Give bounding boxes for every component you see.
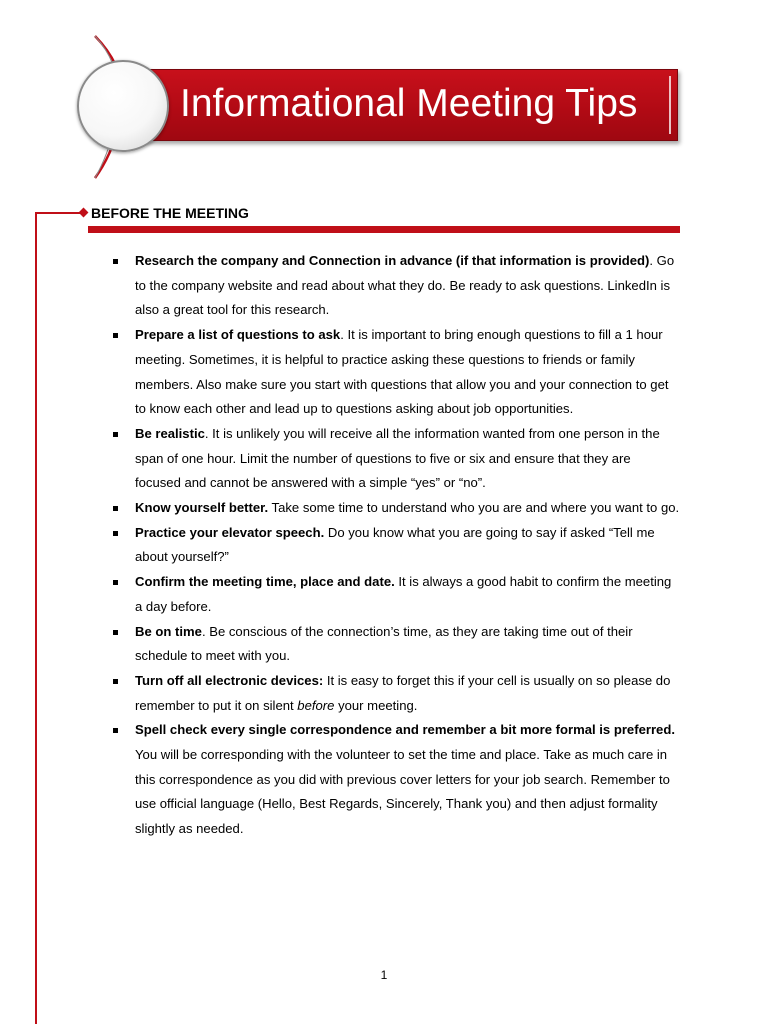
tip-lead: Confirm the meeting time, place and date.: [135, 574, 395, 590]
tip-lead: Spell check every single correspondence and remember a bit more formal is preferred.: [135, 722, 675, 738]
list-item: [0, 496, 680, 521]
tip-lead: Prepare a list of questions to ask: [135, 327, 341, 343]
title-circle-ornament: [77, 60, 169, 152]
tip-body: Do you know what you are going to say if asked “Tell me about yourself?”: [135, 524, 655, 565]
tip-lead: Know yourself better.: [135, 500, 269, 516]
list-item: [0, 323, 680, 422]
tip-body: You will be corresponding with the volunteer to set the time and place. Take as much care in this correspondence as you did with previous cover letters for your job search. Remember to use official language (Hello, Best Regards, Sincerely, Thank you) and then adjust formality slightly as needed.: [135, 747, 670, 837]
tip-lead: Be realistic: [135, 425, 205, 441]
list-item: [0, 620, 680, 669]
page-number: 1: [380, 968, 388, 982]
square-bullet-icon: [113, 432, 118, 437]
section-heading: BEFORE THE MEETING: [91, 205, 249, 221]
document-title: Informational Meeting Tips: [180, 82, 638, 125]
square-bullet-icon: [113, 728, 118, 733]
tip-body: . It is unlikely you will receive all the information wanted from one person in the span of one hour. Limit the number of questions to five or six and ensure that they are focused and cannot be answered with a simple “yes” or “no”.: [135, 425, 660, 491]
margin-connector: [35, 212, 83, 214]
tip-body: . Go to the company website and read about what they do. Be ready to ask questions. LinkedIn is also a great tool for this research.: [135, 253, 675, 318]
list-item: [0, 521, 680, 570]
list-item: [0, 249, 680, 323]
tip-emphasis: before: [297, 697, 335, 713]
tip-body: It is always a good habit to confirm the meeting a day before.: [135, 574, 672, 614]
square-bullet-icon: [113, 333, 118, 338]
square-bullet-icon: [113, 580, 118, 585]
square-bullet-icon: [113, 259, 118, 264]
section-divider: [88, 226, 680, 233]
tip-lead: Practice your elevator speech.: [135, 524, 325, 540]
tip-lead: Be on time: [135, 623, 202, 639]
tip-body: . It is important to bring enough questions to fill a 1 hour meeting. Sometimes, it is helpful to practice asking these questions to friends or family members. Also make sure you start with questions that allow you and your connection to get to know each other and lead up to questions asking about job opportunities.: [135, 327, 669, 417]
tip-lead: Turn off all electronic devices:: [135, 672, 324, 688]
square-bullet-icon: [113, 630, 118, 635]
square-bullet-icon: [113, 531, 118, 536]
tip-body: It is easy to forget this if your cell is usually on so please do remember to put it on silent: [135, 672, 671, 713]
list-item: [0, 422, 680, 496]
list-item: [0, 570, 680, 619]
square-bullet-icon: [113, 679, 118, 684]
diamond-marker-icon: [79, 208, 89, 218]
tip-body: Take some time to understand who you are and where you want to go.: [268, 500, 680, 516]
square-bullet-icon: [113, 506, 118, 511]
tip-body: . Be conscious of the connection’s time, as they are taking time out of their schedule to meet with you.: [135, 623, 633, 664]
list-item: [0, 669, 680, 718]
tips-list: [0, 249, 768, 842]
tip-body-tail: your meeting.: [334, 697, 418, 713]
list-item: [0, 718, 680, 842]
tip-lead: Research the company and Connection in advance (if that information is provided): [135, 253, 650, 268]
